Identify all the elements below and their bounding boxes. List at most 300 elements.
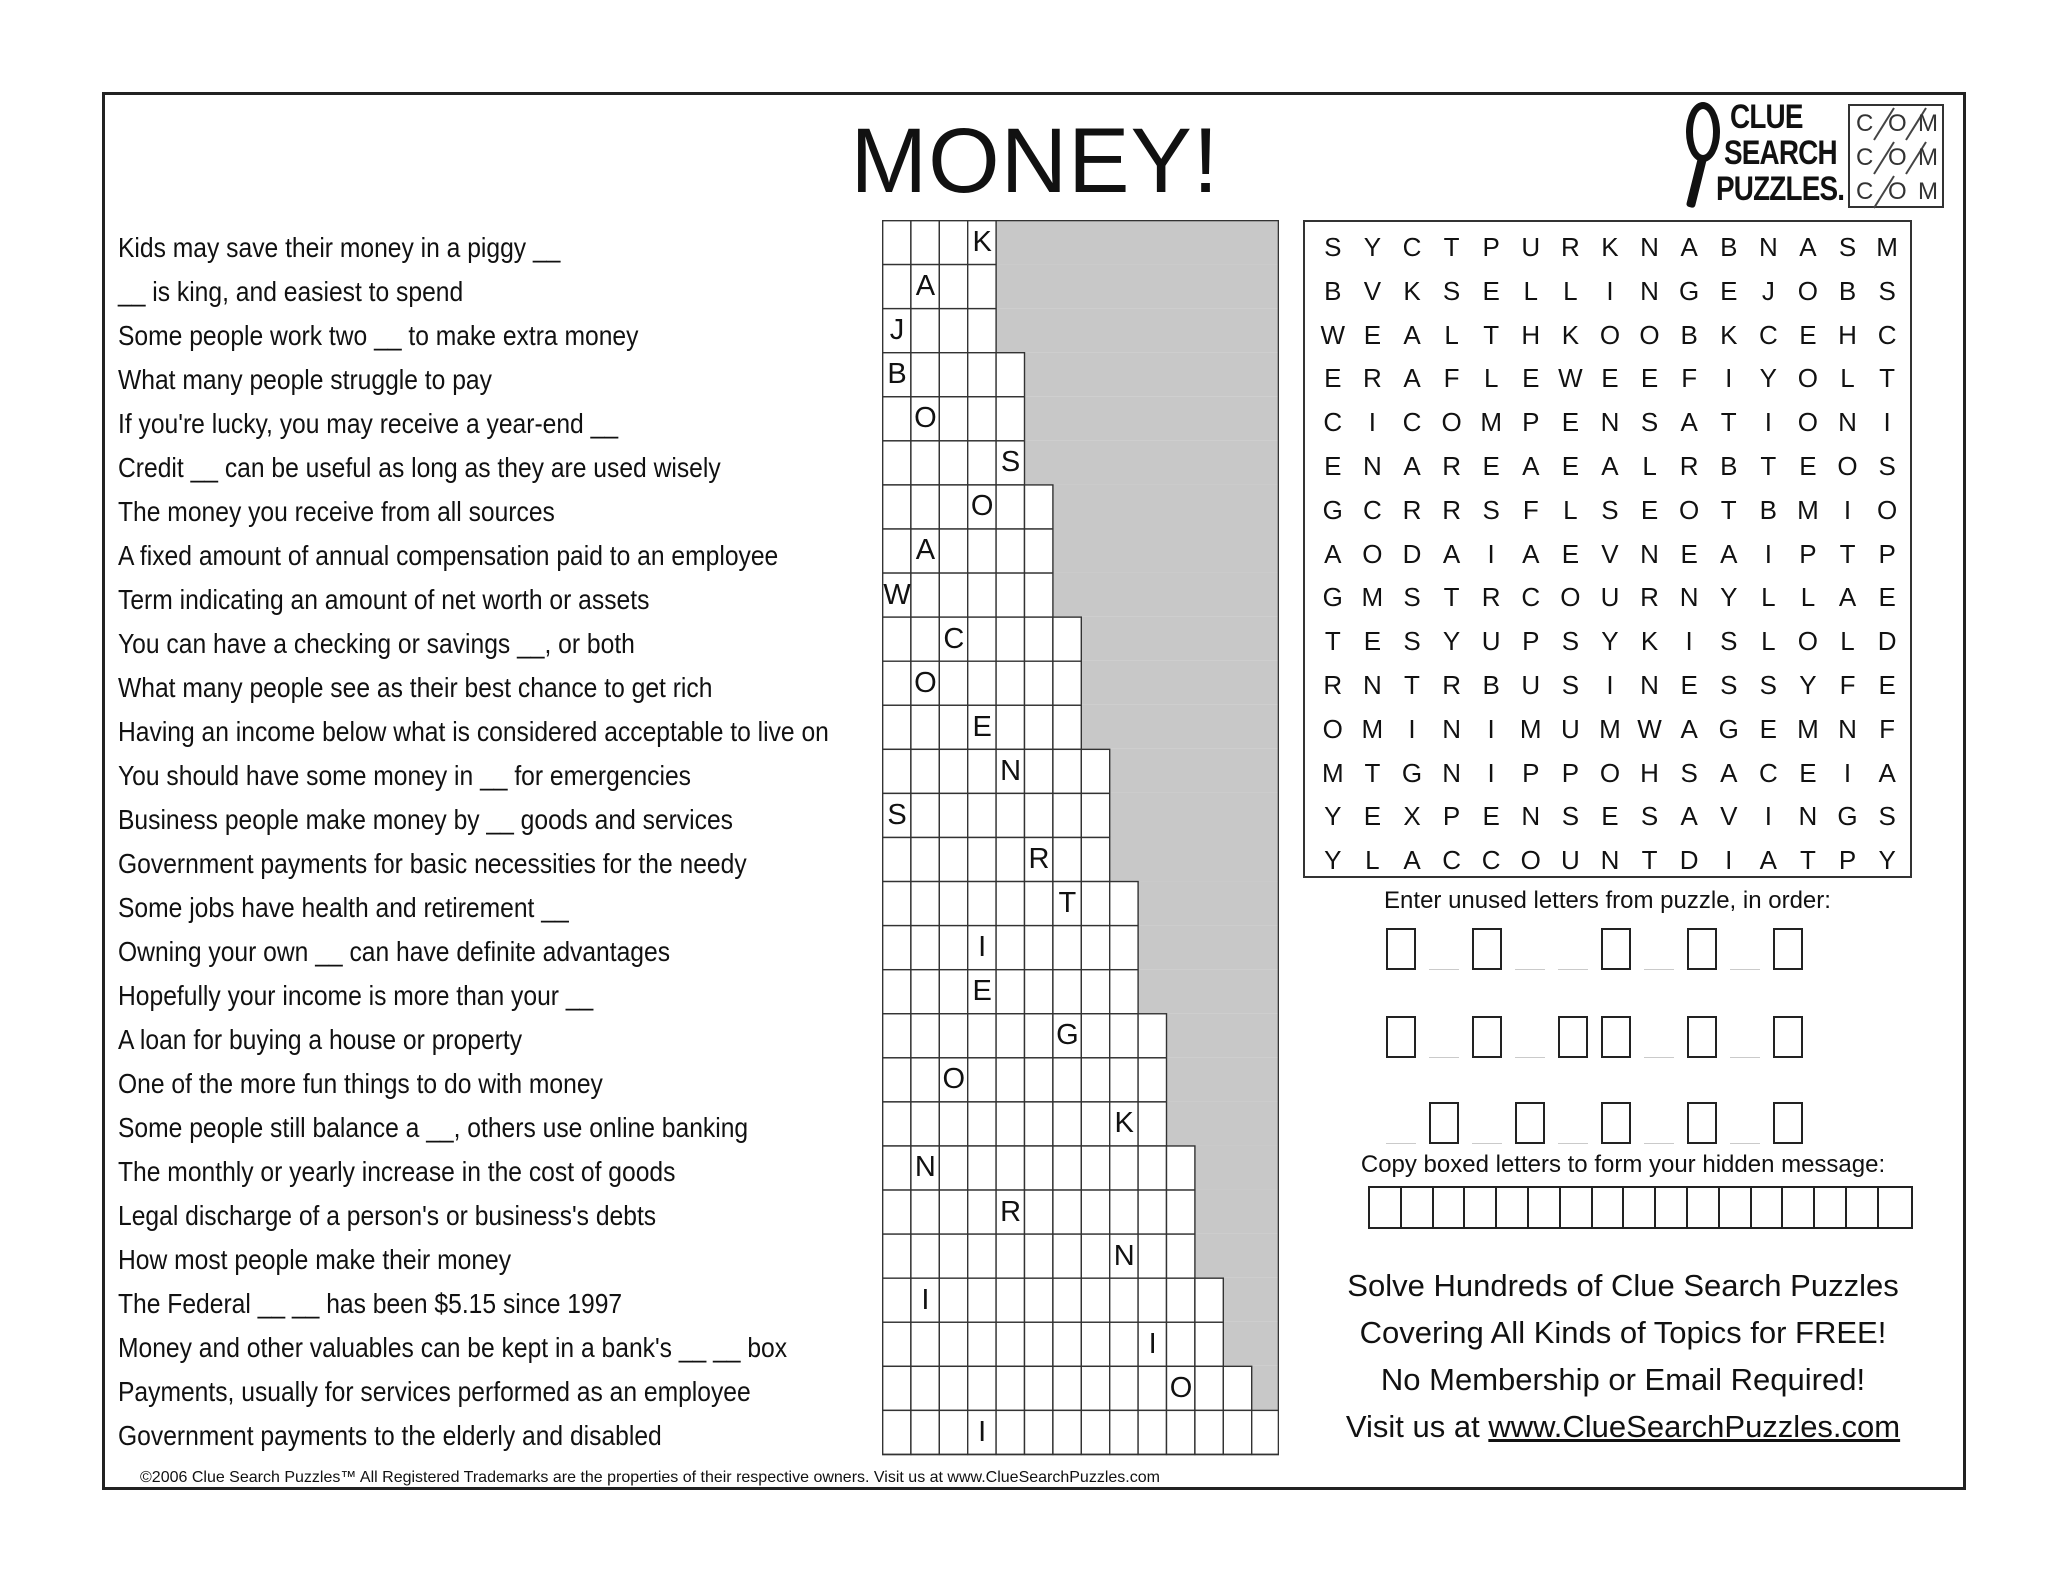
word-search-letter[interactable]: V [1363, 275, 1382, 306]
word-search-letter[interactable]: M [1797, 713, 1819, 744]
word-search-letter[interactable]: U [1521, 232, 1541, 262]
word-search-letter[interactable]: S [1720, 669, 1738, 700]
word-search-letter[interactable]: O [1797, 407, 1819, 438]
answer-cell [939, 1278, 967, 1322]
word-search-letter[interactable]: E [1799, 450, 1817, 481]
word-search-letter[interactable]: B [1720, 450, 1738, 481]
word-search-letter[interactable]: E [1324, 363, 1342, 394]
word-search-letter[interactable]: C [1481, 845, 1501, 876]
word-search-letter[interactable]: E [1799, 757, 1817, 788]
word-search-letter[interactable]: C [1758, 319, 1778, 350]
message-letter-box[interactable] [1656, 1188, 1688, 1227]
logo-com-grid [1848, 104, 1944, 208]
word-search-letter[interactable]: V [1720, 801, 1738, 832]
word-search-letter[interactable]: A [1759, 845, 1777, 876]
word-search-letter[interactable]: Y [1442, 626, 1461, 657]
word-search-letter[interactable]: P [1561, 757, 1580, 788]
word-search-letter[interactable]: H [1521, 319, 1541, 350]
word-search-letter[interactable]: T [1641, 845, 1658, 876]
word-search-letter[interactable]: W [1637, 713, 1662, 744]
word-search-letter[interactable]: S [1403, 626, 1421, 657]
boxed-letter-slot[interactable] [1687, 928, 1717, 970]
word-search-letter[interactable]: V [1601, 538, 1619, 569]
word-search-letter[interactable]: P [1522, 626, 1540, 657]
message-letter-box[interactable] [1402, 1188, 1434, 1227]
word-search-letter[interactable]: I [1408, 713, 1416, 744]
message-letter-box[interactable] [1593, 1188, 1625, 1227]
copyright-footer: ©2006 Clue Search Puzzles™ All Registered Trademarks are the properties of their respective owners. Visit us at www.ClueSearchPuzzles.com [140, 1469, 1160, 1486]
word-search-letter[interactable]: Y [1759, 363, 1777, 394]
word-search-letter[interactable]: P [1799, 538, 1817, 569]
word-search-letter[interactable]: A [1403, 845, 1421, 876]
word-search-letter[interactable]: N [1640, 275, 1659, 306]
word-search-letter[interactable]: L [1642, 450, 1657, 481]
letter-blank[interactable] [1472, 1139, 1502, 1144]
word-search-letter[interactable]: S [1878, 450, 1896, 481]
word-search-letter[interactable]: I [1725, 363, 1733, 394]
word-search-letter[interactable]: I [1606, 275, 1614, 306]
word-search-letter[interactable]: S [1640, 801, 1659, 832]
word-search-letter[interactable]: S [1878, 275, 1896, 306]
word-search-letter[interactable]: E [1324, 450, 1342, 481]
word-search-letter[interactable]: B [1680, 319, 1698, 350]
word-search-letter[interactable]: I [1487, 757, 1495, 788]
word-search-letter[interactable]: I [1764, 407, 1772, 438]
word-search-letter[interactable]: O [1797, 275, 1819, 306]
word-search-letter[interactable]: Y [1363, 232, 1382, 262]
word-search-letter[interactable]: M [1321, 757, 1344, 788]
word-search-letter[interactable]: S [1403, 582, 1421, 613]
word-search-letter[interactable]: G [1837, 801, 1858, 832]
word-search-letter[interactable]: C [1363, 494, 1382, 525]
word-search-letter[interactable]: D [1679, 845, 1699, 876]
word-search-letter[interactable]: X [1403, 801, 1421, 832]
word-search-letter[interactable]: E [1561, 407, 1580, 438]
boxed-letter-slot[interactable] [1386, 1016, 1416, 1058]
answer-cell [1053, 926, 1081, 970]
word-search-letter[interactable]: O [1520, 845, 1541, 876]
word-search-letter[interactable]: E [1878, 669, 1896, 700]
letter-blank[interactable] [1558, 1139, 1588, 1144]
word-search-letter[interactable]: L [1444, 319, 1459, 350]
message-letter-box[interactable] [1434, 1188, 1466, 1227]
word-search-letter[interactable]: I [1725, 845, 1733, 876]
word-search-letter[interactable]: K [1720, 319, 1738, 350]
word-search-letter[interactable]: E [1640, 363, 1659, 394]
word-search-letter[interactable]: S [1680, 757, 1698, 788]
word-search-letter[interactable]: P [1878, 538, 1896, 569]
answer-cell [1025, 617, 1053, 661]
word-search-row [1305, 839, 1910, 883]
word-search-letter[interactable]: U [1560, 713, 1580, 744]
letter-blank[interactable] [1515, 1053, 1545, 1058]
letter-blank[interactable] [1730, 965, 1760, 970]
hidden-message-boxes[interactable] [1368, 1186, 1913, 1229]
word-search-letter[interactable]: I [1487, 538, 1495, 569]
word-search-letter[interactable]: A [1324, 538, 1342, 569]
word-search-letter[interactable]: L [1840, 626, 1855, 657]
word-search-letter[interactable]: E [1522, 363, 1540, 394]
word-search-letter[interactable]: E [1561, 538, 1580, 569]
word-search-letter[interactable]: O [1639, 319, 1660, 350]
word-search-letter[interactable]: B [1759, 494, 1777, 525]
word-search-letter[interactable]: S [1561, 626, 1580, 657]
boxed-letter-slot[interactable] [1601, 928, 1631, 970]
word-search-letter[interactable]: A [1680, 801, 1698, 832]
word-search-letter[interactable]: L [1365, 845, 1380, 876]
letter-blank[interactable] [1386, 1139, 1416, 1144]
letter-blank[interactable] [1515, 965, 1545, 970]
word-search-letter[interactable]: R [1679, 450, 1699, 481]
word-search-letter[interactable]: R [1560, 232, 1580, 262]
word-search-letter[interactable]: F [1681, 363, 1698, 394]
boxed-letter-slot[interactable] [1601, 1102, 1631, 1144]
hint-letter: C [943, 622, 965, 655]
hint-letter: G [1056, 1019, 1079, 1052]
website-link[interactable]: www.ClueSearchPuzzles.com [1488, 1409, 1901, 1444]
message-letter-box[interactable] [1815, 1188, 1847, 1227]
word-search-letter[interactable]: B [1324, 275, 1342, 306]
word-search-letter[interactable]: C [1323, 407, 1343, 438]
word-search-letter[interactable]: W [1558, 363, 1583, 394]
letter-blank[interactable] [1558, 965, 1588, 970]
word-search-letter[interactable]: E [1482, 275, 1500, 306]
word-search-letter[interactable]: O [1797, 363, 1819, 394]
answer-cell [996, 1366, 1024, 1410]
letter-blank[interactable] [1429, 965, 1459, 970]
word-search-letter[interactable]: P [1522, 407, 1540, 438]
word-search-letter[interactable]: N [1838, 407, 1857, 438]
word-search-letter[interactable]: O [1599, 757, 1621, 788]
word-search-letter[interactable]: S [1324, 232, 1342, 262]
letter-blank[interactable] [1730, 1139, 1760, 1144]
boxed-letter-slot[interactable] [1687, 1102, 1717, 1144]
word-search-letter[interactable]: N [1363, 450, 1382, 481]
word-search-letter[interactable]: L [1523, 275, 1538, 306]
boxed-letter-slot[interactable] [1773, 1102, 1803, 1144]
word-search-letter[interactable]: S [1720, 626, 1738, 657]
word-search-letter[interactable]: O [1837, 450, 1858, 481]
word-search-letter[interactable]: C [1758, 757, 1778, 788]
word-search-letter[interactable]: M [1361, 582, 1384, 613]
word-search-letter[interactable]: A [1878, 757, 1896, 788]
word-search-letter[interactable]: N [1679, 582, 1699, 613]
word-search-letter[interactable]: T [1760, 450, 1777, 481]
word-search-letter[interactable]: N [1798, 801, 1818, 832]
word-search-letter[interactable]: L [1800, 582, 1816, 613]
word-search-letter[interactable]: O [1441, 407, 1462, 438]
letter-blank[interactable] [1644, 965, 1674, 970]
word-search-letter[interactable]: N [1640, 669, 1659, 700]
word-search-letter[interactable]: D [1402, 538, 1422, 569]
letter-blank[interactable] [1730, 1053, 1760, 1058]
message-letter-box[interactable] [1370, 1188, 1402, 1227]
word-search-letter[interactable]: F [1522, 494, 1539, 525]
word-search-letter[interactable]: I [1764, 801, 1772, 832]
message-letter-box[interactable] [1465, 1188, 1497, 1227]
letter-blank[interactable] [1429, 1053, 1459, 1058]
clue-item: A fixed amount of annual compensation paid to an employee [118, 540, 779, 571]
word-search-letter[interactable]: M [1361, 713, 1384, 744]
word-search-letter[interactable]: N [1640, 232, 1659, 262]
word-search-letter[interactable]: N [1838, 713, 1857, 744]
word-search-letter[interactable]: K [1640, 626, 1659, 657]
word-search-letter[interactable]: R [1323, 669, 1343, 700]
word-search-letter[interactable]: O [1797, 626, 1819, 657]
word-search-letter[interactable]: F [1879, 713, 1896, 744]
word-search-letter[interactable]: I [1883, 407, 1891, 438]
logo-com-letter: M [1918, 144, 1938, 171]
word-search-letter[interactable]: U [1521, 669, 1541, 700]
answer-cell [1025, 970, 1053, 1014]
word-search-letter[interactable]: R [1442, 494, 1461, 525]
word-search-letter[interactable]: E [1680, 538, 1698, 569]
word-search-letter[interactable]: E [1482, 450, 1500, 481]
word-search-letter[interactable]: A [1522, 538, 1540, 569]
word-search-letter[interactable]: H [1640, 757, 1659, 788]
clue-item: Kids may save their money in a piggy __ [118, 232, 561, 263]
word-search-letter[interactable]: I [1685, 626, 1693, 657]
word-search-letter[interactable]: E [1601, 363, 1619, 394]
word-search-letter[interactable]: M [1599, 713, 1621, 744]
word-search-letter[interactable]: R [1640, 582, 1659, 613]
word-search-letter[interactable]: N [1600, 407, 1620, 438]
boxed-letter-slot[interactable] [1558, 1016, 1588, 1058]
word-search-letter[interactable]: T [1443, 582, 1460, 613]
word-search-letter[interactable]: N [1600, 845, 1620, 876]
word-search-letter[interactable]: R [1442, 450, 1461, 481]
word-search-letter[interactable]: A [1838, 582, 1857, 613]
word-search-letter[interactable]: K [1601, 232, 1619, 262]
word-search-letter[interactable]: G [1401, 757, 1423, 788]
word-search-letter[interactable]: E [1759, 713, 1777, 744]
word-search-letter[interactable]: Y [1799, 669, 1817, 700]
word-search-letter[interactable]: U [1600, 582, 1620, 613]
word-search-letter[interactable]: O [1599, 319, 1621, 350]
word-search-letter[interactable]: M [1876, 232, 1898, 262]
letter-blank[interactable] [1644, 1053, 1674, 1058]
word-search-letter[interactable]: G [1322, 494, 1343, 525]
boxed-letter-slot[interactable] [1773, 1016, 1803, 1058]
word-search-letter[interactable]: S [1442, 275, 1461, 306]
word-search-letter[interactable]: M [1519, 713, 1542, 744]
boxed-letter-slot[interactable] [1472, 928, 1502, 970]
word-search-letter[interactable]: E [1482, 801, 1500, 832]
word-search-letter[interactable]: M [1480, 407, 1502, 438]
word-search-letter[interactable]: S [1561, 801, 1580, 832]
boxed-letter-slot[interactable] [1429, 1102, 1459, 1144]
word-search-letter[interactable]: P [1442, 801, 1461, 832]
word-search-letter[interactable]: C [1402, 232, 1422, 262]
word-search-letter[interactable]: S [1878, 801, 1896, 832]
word-search-letter[interactable]: N [1442, 757, 1461, 788]
boxed-letter-slot[interactable] [1515, 1102, 1545, 1144]
word-search-letter[interactable]: E [1680, 669, 1698, 700]
message-letter-box[interactable] [1561, 1188, 1593, 1227]
word-search-letter[interactable]: T [1879, 363, 1896, 394]
word-search-letter[interactable]: L [1761, 582, 1776, 613]
word-search-letter[interactable]: T [1720, 494, 1737, 525]
word-search-letter[interactable]: A [1720, 538, 1738, 569]
word-search-letter[interactable]: E [1720, 275, 1738, 306]
word-search-letter[interactable]: N [1442, 713, 1461, 744]
word-search-letter[interactable]: J [1761, 275, 1775, 306]
word-search-letter[interactable]: L [1840, 363, 1855, 394]
word-search-letter[interactable]: O [1560, 582, 1581, 613]
word-search-letter[interactable]: I [1487, 713, 1495, 744]
word-search-letter[interactable]: B [1720, 232, 1738, 262]
word-search-letter[interactable]: E [1799, 319, 1817, 350]
word-search-letter[interactable]: A [1522, 450, 1540, 481]
message-letter-box[interactable] [1752, 1188, 1784, 1227]
word-search-grid[interactable] [1303, 220, 1912, 878]
word-search-letter[interactable]: C [1877, 319, 1897, 350]
word-search-letter[interactable]: O [1362, 538, 1383, 569]
word-search-letter[interactable]: L [1761, 626, 1776, 657]
message-letter-box[interactable] [1624, 1188, 1656, 1227]
word-search-letter[interactable]: L [1483, 363, 1499, 394]
word-search-letter[interactable]: O [1322, 713, 1343, 744]
word-search-letter[interactable]: C [1521, 582, 1541, 613]
word-search-letter[interactable]: T [1443, 232, 1460, 262]
word-search-letter[interactable]: R [1363, 363, 1382, 394]
clue-item: Credit __ can be useful as long as they are used wisely [118, 452, 721, 483]
word-search-letter[interactable]: I [1843, 757, 1852, 788]
word-search-letter[interactable]: E [1363, 319, 1382, 350]
word-search-letter[interactable]: S [1838, 232, 1857, 262]
word-search-letter[interactable]: R [1481, 582, 1501, 613]
answer-cell [1081, 1058, 1109, 1102]
word-search-letter[interactable]: A [1403, 363, 1421, 394]
word-search-letter[interactable]: A [1720, 757, 1738, 788]
word-search-letter[interactable]: S [1561, 669, 1580, 700]
word-search-letter[interactable]: Y [1324, 801, 1342, 832]
word-search-letter[interactable]: S [1601, 494, 1619, 525]
word-search-letter[interactable]: I [1843, 494, 1852, 525]
boxed-letter-slot[interactable] [1687, 1016, 1717, 1058]
word-search-letter[interactable]: C [1402, 407, 1422, 438]
message-letter-box[interactable] [1529, 1188, 1561, 1227]
clue-item: Owning your own __ can have definite advantages [118, 936, 671, 967]
word-search-letter[interactable]: T [1720, 407, 1737, 438]
word-search-letter[interactable]: R [1402, 494, 1422, 525]
word-search-letter[interactable]: T [1364, 757, 1381, 788]
message-letter-box[interactable] [1720, 1188, 1752, 1227]
word-search-letter[interactable]: N [1758, 232, 1778, 262]
word-search-letter[interactable]: O [1679, 494, 1700, 525]
word-search-letter[interactable]: A [1680, 407, 1698, 438]
word-search-letter[interactable]: E [1561, 450, 1580, 481]
word-search-letter[interactable]: L [1563, 494, 1578, 525]
word-search-letter[interactable]: Y [1720, 582, 1738, 613]
word-search-letter[interactable]: E [1363, 801, 1382, 832]
word-search-letter[interactable]: E [1878, 582, 1896, 613]
word-search-letter[interactable]: I [1368, 407, 1376, 438]
word-search-letter[interactable]: O [1876, 494, 1898, 525]
word-search-letter[interactable]: F [1839, 669, 1856, 700]
message-letter-box[interactable] [1783, 1188, 1815, 1227]
word-search-letter[interactable]: E [1363, 626, 1382, 657]
message-letter-box[interactable] [1497, 1188, 1529, 1227]
word-search-letter[interactable]: B [1482, 669, 1500, 700]
word-search-letter[interactable]: D [1877, 626, 1897, 657]
word-search-letter[interactable]: E [1601, 801, 1619, 832]
word-search-letter[interactable]: A [1403, 319, 1421, 350]
word-search-letter[interactable]: H [1838, 319, 1857, 350]
word-search-letter[interactable]: E [1640, 494, 1659, 525]
word-search-letter[interactable]: R [1442, 669, 1461, 700]
word-search-row [1305, 620, 1910, 664]
word-search-letter[interactable]: G [1322, 582, 1343, 613]
word-search-letter[interactable]: G [1718, 713, 1739, 744]
word-search-letter[interactable]: S [1640, 407, 1659, 438]
message-letter-box[interactable] [1847, 1188, 1879, 1227]
answer-cell [883, 397, 911, 441]
word-search-letter[interactable]: I [1606, 669, 1614, 700]
word-search-letter[interactable]: P [1482, 232, 1500, 262]
word-search-letter[interactable]: S [1482, 494, 1500, 525]
word-search-letter[interactable]: N [1363, 669, 1382, 700]
word-search-letter[interactable]: K [1561, 319, 1580, 350]
answer-cell [939, 661, 967, 705]
boxed-letter-slot[interactable] [1472, 1016, 1502, 1058]
word-search-letter[interactable]: M [1797, 494, 1819, 525]
word-search-letter[interactable]: Y [1324, 845, 1342, 876]
word-search-letter[interactable]: T [1483, 319, 1500, 350]
word-search-letter[interactable]: K [1403, 275, 1421, 306]
unused-slot-row [1386, 1012, 1816, 1058]
message-letter-box[interactable] [1688, 1188, 1720, 1227]
word-search-letter[interactable]: U [1481, 626, 1501, 657]
answer-cell [883, 1190, 911, 1234]
word-search-letter[interactable]: P [1522, 757, 1540, 788]
word-search-letter[interactable]: T [1404, 669, 1420, 700]
word-search-letter[interactable]: P [1838, 845, 1857, 876]
word-search-letter[interactable]: T [1799, 845, 1816, 876]
message-letter-box[interactable] [1879, 1188, 1911, 1227]
word-search-letter[interactable]: S [1759, 669, 1777, 700]
boxed-letter-slot[interactable] [1773, 928, 1803, 970]
word-search-letter[interactable]: A [1442, 538, 1461, 569]
word-search-letter[interactable]: N [1640, 538, 1659, 569]
word-search-letter[interactable]: Y [1601, 626, 1619, 657]
word-search-letter[interactable]: T [1324, 626, 1341, 657]
answer-staircase-grid[interactable] [882, 220, 1279, 1454]
letter-blank[interactable] [1644, 1139, 1674, 1144]
word-search-letter[interactable]: F [1443, 363, 1460, 394]
word-search-letter[interactable]: Y [1878, 845, 1896, 876]
word-search-letter[interactable]: T [1839, 538, 1856, 569]
word-search-letter[interactable]: U [1560, 845, 1580, 876]
word-search-letter[interactable]: L [1563, 275, 1578, 306]
word-search-letter[interactable]: W [1320, 319, 1346, 350]
boxed-letter-slot[interactable] [1601, 1016, 1631, 1058]
word-search-letter[interactable]: I [1764, 538, 1772, 569]
logo-com-letter: C [1856, 110, 1874, 137]
word-search-letter[interactable]: A [1601, 450, 1619, 481]
word-search-letter[interactable]: N [1521, 801, 1541, 832]
word-search-letter[interactable]: C [1442, 845, 1461, 876]
word-search-letter[interactable]: G [1679, 275, 1700, 306]
boxed-letter-slot[interactable] [1386, 928, 1416, 970]
word-search-letter[interactable]: A [1799, 232, 1817, 262]
answer-cell [939, 1366, 967, 1410]
answer-cell [996, 1102, 1024, 1146]
word-search-letter[interactable]: A [1403, 450, 1421, 481]
word-search-letter[interactable]: B [1838, 275, 1857, 306]
word-search-letter[interactable]: A [1680, 713, 1698, 744]
word-search-letter[interactable]: A [1680, 232, 1698, 262]
